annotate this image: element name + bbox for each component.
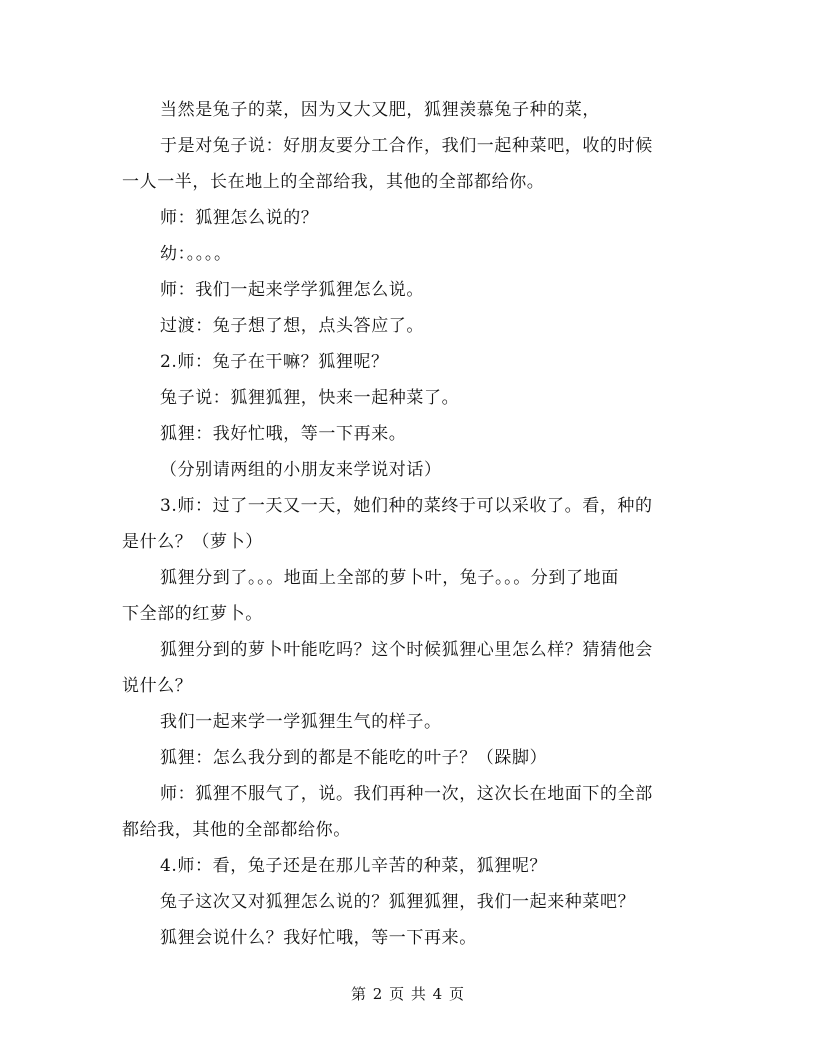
page-number-footer: 第 2 页 共 4 页: [351, 985, 465, 1003]
text-line: 说什么？: [122, 676, 193, 696]
text-line: 一人一半，长在地上的全部给我，其他的全部都给你。: [122, 172, 545, 192]
text-line: 师：我们一起来学学狐狸怎么说。: [160, 280, 424, 300]
text-line: 3.师：过了一天又一天，她们种的菜终于可以采收了。看，种的: [160, 496, 653, 516]
text-line: 2.师：兔子在干嘛？狐狸呢？: [160, 352, 389, 372]
text-line: 于是对兔子说：好朋友要分工合作，我们一起种菜吧，收的时候: [160, 136, 653, 156]
text-line: 是什么？（萝卜）: [122, 532, 263, 552]
text-line: 当然是兔子的菜，因为又大又肥，狐狸羡慕兔子种的菜，: [160, 100, 600, 120]
text-line: 兔子说：狐狸狐狸，快来一起种菜了。: [160, 388, 460, 408]
text-line: 师：狐狸怎么说的？: [160, 208, 319, 228]
text-line: 狐狸分到的萝卜叶能吃吗？这个时候狐狸心里怎么样？猜猜他会: [160, 640, 653, 660]
text-line: 都给我，其他的全部都给你。: [122, 820, 351, 840]
text-line: 狐狸会说什么？我好忙哦，等一下再来。: [160, 928, 477, 948]
text-line: 4.师：看，兔子还是在那儿辛苦的种菜，狐狸呢？: [160, 856, 548, 876]
text-line: 兔子这次又对狐狸怎么说的？狐狸狐狸，我们一起来种菜吧？: [160, 892, 636, 912]
text-line: 我们一起来学一学狐狸生气的样子。: [160, 712, 442, 732]
document-body: [122, 92, 694, 956]
text-line: 下全部的红萝卜。: [122, 604, 263, 624]
text-line: 幼：。。。。: [160, 244, 232, 264]
text-line: 过渡：兔子想了想，点头答应了。: [160, 316, 424, 336]
text-line: 狐狸：怎么我分到的都是不能吃的叶子？（跺脚）: [160, 748, 548, 768]
text-line: 师：狐狸不服气了，说。我们再种一次，这次长在地面下的全部: [160, 784, 653, 804]
text-line: 狐狸分到了。。。地面上全部的萝卜叶，兔子。。。分到了地面: [160, 568, 619, 588]
text-line: 狐狸：我好忙哦，等一下再来。: [160, 424, 407, 444]
text-line: （分别请两组的小朋友来学说对话）: [160, 460, 442, 480]
